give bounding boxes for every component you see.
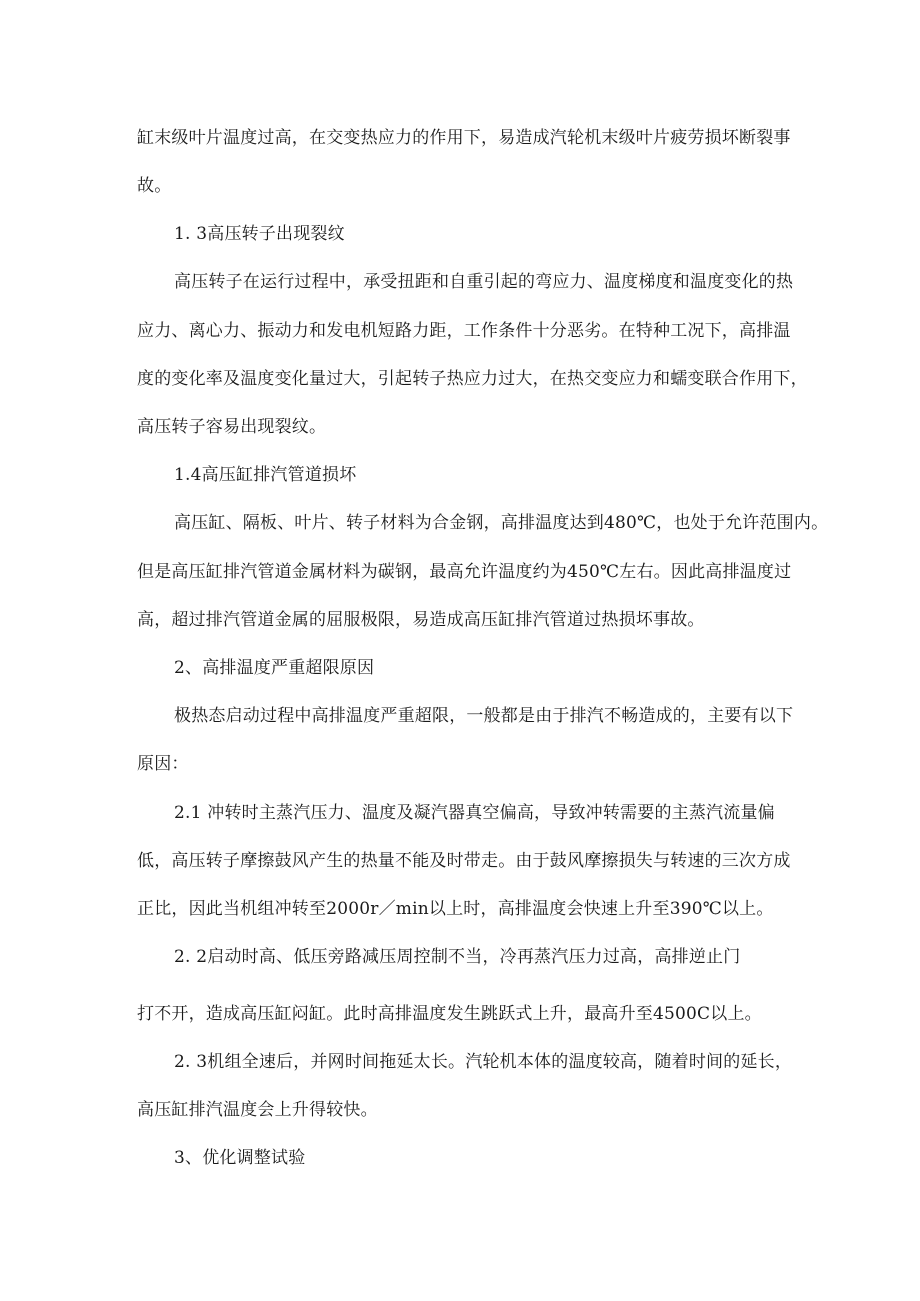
paragraph-line: 故。: [137, 176, 172, 196]
paragraph-line: 2. 3机组全速后，并网时间拖延太长。汽轮机本体的温度较高，随着时间的延长，: [174, 1052, 793, 1072]
paragraph-line: 但是高压缸排汽管道金属材料为碳钢，最高允许温度约为450℃左右。因此高排温度过: [137, 562, 792, 582]
paragraph-line: 极热态启动过程中高排温度严重超限，一般都是由于排汽不畅造成的，主要有以下: [174, 706, 794, 726]
paragraph-line: 低，高压转子摩擦鼓风产生的热量不能及时带走。由于鼓风摩擦损失与转速的三次方成: [137, 851, 791, 871]
paragraph-line: 度的变化率及温度变化量过大，引起转子热应力过大，在热交变应力和蠕变联合作用下，: [137, 369, 808, 389]
section-heading: 3、优化调整试验: [174, 1148, 306, 1168]
paragraph-line: 正比，因此当机组冲转至2000r／min以上时，高排温度会快速上升至390℃以上。: [137, 899, 774, 919]
paragraph-line: 缸末级叶片温度过高，在交变热应力的作用下，易造成汽轮机末级叶片疲劳损坏断裂事: [137, 128, 791, 148]
paragraph-line: 2. 2启动时高、低压旁路减压周控制不当，冷再蒸汽压力过高，高排逆止门: [174, 947, 741, 967]
paragraph-line: 高压缸排汽温度会上升得较快。: [137, 1100, 378, 1120]
section-heading: 2、高排温度严重超限原因: [174, 658, 375, 678]
paragraph-line: 原因：: [137, 754, 189, 774]
paragraph-line: 应力、离心力、振动力和发电机短路力距，工作条件十分恶劣。在特种工况下，高排温: [137, 321, 791, 341]
paragraph-line: 高压转子容易出现裂纹。: [137, 417, 327, 437]
paragraph-line: 2.1 冲转时主蒸汽压力、温度及凝汽器真空偏高，导致冲转需要的主蒸汽流量偏: [174, 803, 775, 823]
paragraph-line: 高压转子在运行过程中，承受扭距和自重引起的弯应力、温度梯度和温度变化的热: [174, 272, 794, 292]
paragraph-line: 高压缸、隔板、叶片、转子材料为合金钢，高排温度达到480℃，也处于允许范围内。: [174, 513, 829, 533]
paragraph-line: 高，超过排汽管道金属的屈服极限，易造成高压缸排汽管道过热损坏事故。: [137, 610, 705, 630]
section-heading: 1.4高压缸排汽管道损坏: [174, 465, 357, 485]
paragraph-line: 打不开，造成高压缸闷缸。此时高排温度发生跳跃式上升，最高升至4500C以上。: [137, 1004, 762, 1024]
section-heading: 1. 3高压转子出现裂纹: [174, 224, 345, 244]
